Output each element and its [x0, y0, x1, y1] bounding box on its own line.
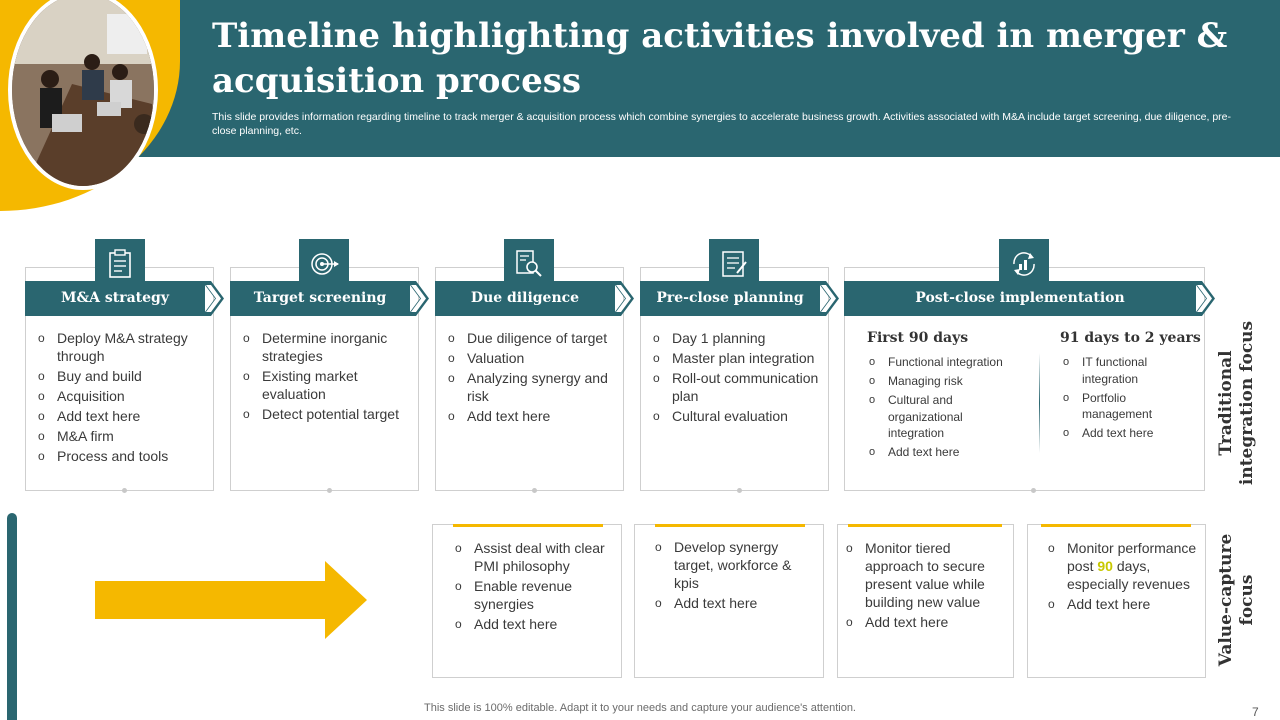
list-item: o Develop synergy target, workforce & kpis [655, 538, 819, 592]
column-heading-91-days-to-2-years: 91 days to 2 years [1060, 330, 1201, 346]
list-item: o Add text here [846, 613, 1006, 631]
stage-title: M&A strategy [61, 290, 169, 306]
list-item: o Portfolio management [1063, 390, 1193, 423]
document-search-icon [504, 239, 554, 289]
list-item: o Assist deal with clear PMI philosophy [455, 539, 615, 575]
side-label-line: Traditional [1216, 350, 1236, 456]
stage-title: Post-close implementation [915, 290, 1125, 306]
list-item: o Valuation [448, 349, 618, 367]
list-item: o Add text here [448, 407, 618, 425]
left-accent-bar [7, 513, 17, 720]
timeline-dot [122, 488, 127, 493]
page-title: Timeline highlighting activities involved in merger & acquisition process [212, 16, 1228, 101]
post-close-list-2 [1063, 354, 1193, 444]
column-heading-first-90-days: First 90 days [867, 330, 969, 346]
text-span: Monitor performance post [1067, 540, 1197, 574]
list-item: o Analyzing synergy and risk [448, 369, 618, 405]
value-list [846, 539, 1006, 633]
timeline-dot [1031, 488, 1036, 493]
highlight-number: 90 [1097, 558, 1113, 574]
value-box-2 [634, 524, 824, 678]
value-box-accent [848, 524, 1002, 527]
list-item: o Monitor tiered approach to secure present value while building new value [846, 539, 1006, 611]
footer-note: This slide is 100% editable. Adapt it to your needs and capture your audience's attention. [424, 702, 856, 714]
list-item: o Determine inorganic strategies [243, 329, 413, 365]
list-item: o Master plan integration [653, 349, 825, 367]
list-item: o Cultural and organizational integration [869, 392, 1019, 442]
stage-title: Target screening [253, 290, 387, 306]
page-number: 7 [1252, 705, 1259, 719]
side-label-value-capture-focus [1216, 520, 1260, 680]
list-item: o Add text here [455, 615, 615, 633]
chevron-right-icon [407, 281, 429, 316]
list-item: o Managing risk [869, 373, 1019, 390]
value-list [655, 538, 819, 614]
list-item: o Existing market evaluation [243, 367, 413, 403]
side-label-line: Value-capture [1216, 533, 1236, 667]
list-item: o Deploy M&A strategy through [38, 329, 208, 365]
chevron-right-icon [612, 281, 634, 316]
stage-list [653, 329, 825, 427]
value-box-3 [837, 524, 1014, 678]
target-icon [299, 239, 349, 289]
chevron-right-icon [817, 281, 839, 316]
post-close-list-1 [869, 354, 1019, 463]
list-item: o Day 1 planning [653, 329, 825, 347]
value-box-4 [1027, 524, 1206, 678]
side-label-line: focus [1237, 574, 1257, 626]
list-item: o Add text here [38, 407, 208, 425]
list-item: o Process and tools [38, 447, 208, 465]
list-item: o Roll-out communication plan [653, 369, 825, 405]
list-item: o Due diligence of target [448, 329, 618, 347]
growth-cycle-icon [999, 239, 1049, 289]
list-item: o Buy and build [38, 367, 208, 385]
stage-list [38, 329, 208, 467]
stage-title: Pre-close planning [656, 290, 804, 306]
chevron-right-icon [202, 281, 224, 316]
list-item: o Functional integration [869, 354, 1019, 371]
stage-title: Due diligence [470, 290, 580, 306]
side-label-line: integration focus [1237, 320, 1257, 486]
list-item: o Detect potential target [243, 405, 413, 423]
list-item [1048, 539, 1200, 593]
checklist-icon [709, 239, 759, 289]
page-subtitle: This slide provides information regarding timeline to track merger & acquisition process which combine synergies to accelerate business growth. Activities associated with M&A include target screening, due diligence, pre-close planning, etc. [212, 111, 1231, 137]
stage-list [448, 329, 618, 427]
list-item: o Add text here [1048, 595, 1200, 613]
list-item: o Add text here [869, 444, 1019, 461]
value-list [455, 539, 615, 635]
list-item: o Add text here [655, 594, 819, 612]
list-item: o Acquisition [38, 387, 208, 405]
timeline-dot [532, 488, 537, 493]
text-span: days, especially revenues [1067, 558, 1190, 592]
list-item: o Add text here [1063, 425, 1193, 442]
timeline-dot [327, 488, 332, 493]
value-box-accent [655, 524, 805, 527]
value-box-accent [1041, 524, 1191, 527]
meeting-photo [8, 0, 158, 190]
value-box-1 [432, 524, 622, 678]
timeline-dot [737, 488, 742, 493]
list-item: o M&A firm [38, 427, 208, 445]
chevron-right-icon [1193, 281, 1215, 316]
list-item: o Enable revenue synergies [455, 577, 615, 613]
arrow-right-icon [95, 561, 367, 639]
value-box-accent [453, 524, 603, 527]
list-item: o Cultural evaluation [653, 407, 825, 425]
column-divider [1039, 353, 1040, 453]
list-item: o IT functional integration [1063, 354, 1193, 387]
side-label-traditional-integration-focus [1216, 313, 1260, 493]
clipboard-icon [95, 239, 145, 289]
stage-list [243, 329, 413, 425]
value-list [1048, 539, 1200, 615]
